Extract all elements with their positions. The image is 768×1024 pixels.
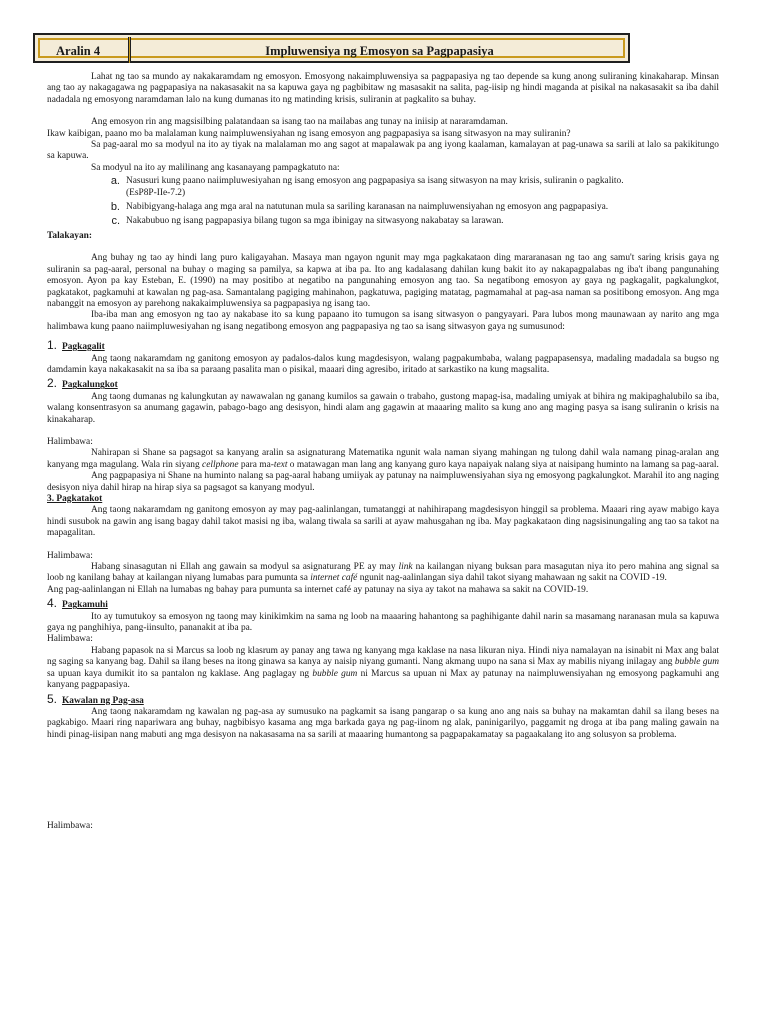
section-number: 4. [47,596,58,611]
objectives-intro: Sa modyul na ito ay malilinang ang kasanayang pampagkatuto na: [91,162,340,173]
example-italic: link [398,562,413,573]
objective-marker: c. [111,215,120,228]
intro-paragraph-2: Ang emosyon rin ang magsisilbing palatandaan sa isang tao na mailabas ang tunay na iniisip at nararamdaman. [91,117,508,128]
lesson-number: Aralin 4 [56,44,101,58]
section-title: Pagkalungkot [62,380,118,391]
example-text: para ma- [240,459,274,470]
example-text: Nahirapan si Shane sa pagsagot sa kanyang aralin sa asignaturang Matematika ngunit wala naman siyang mahingan ng tulong dahil wala namang pinag-aralan ang kanyang mga magulang. Wala rin siyang [47,448,719,470]
example-text: sa upuan kaya dumikit ito sa pantalon ng kaklase. Ang paglagay ng [47,668,310,679]
talakayan-heading: Talakayan: [47,230,92,241]
section-3-text: Ang taong nakaramdam ng ganitong emosyon ay may pag-aalinlangan, tumatanggi at nahihirapang magdesisyon hinggil sa problema. Maaari ring ayaw mabigo kaya hindi susubok na gawin ang isang bagay dahil takot masisi ng iba, walang tiwala sa sarili at ayaw mahusgahan ng iba. May pagkakataon ding nagsisinungaling ang tao sa takot na mapagalitan. [47,505,719,539]
section-3-heading: 3. Pagkatakot [47,494,103,504]
section-number: 2. [47,376,58,391]
talakayan-paragraph-2: Iba-iba man ang emosyon ng tao ay nakabase ito sa kung papaano ito tumugon sa isang sitwasyon o pangyayari. Para lubos mong maunawaan ay narito ang mga halimbawa kung paano naiimpluwesiyahan ng isang negatibong emosyon ang pagpapasiya ng tao sa isang sitwasyon gaya ng sumusunod: [47,310,719,332]
example-label: Halimbawa: [47,634,93,645]
example-text: na kailangan niyang buksan para masagutan niya ito pero mahina ang signal sa loob ng kanilang bahay at kailangan niyang lumabas para pumunta sa [47,562,720,584]
objective-c-text: Nakabubuo ng isang pagpapasiya bilang tugon sa mga ibinigay na sitwasyong nakabatay sa larawan. [126,216,504,227]
intro-paragraph-1: Lahat ng tao sa mundo ay nakakaramdam ng emosyon. Emosyong nakaimpluwensiya sa pagpapasiya ng tao depende sa kung anong suliraning kinakaharap. Minsan ang tao ay nakagagawa ng pagpapasiya na nakasasakit na sa kapuwa gaya ng pagbibitaw ng masasakit na salita, pag-iisip ng hindi maganda at pisikal na nakasasakit sa iba dahil nadadala ng emosyong naramdaman lalo na kung dumanas ito ng matinding krisis, suliranin at pagkalito sa buhay. [47,72,719,105]
example-text: ni Marcus sa upuan ni Max ay patunay na naimpluwensiyahan ng emosyong pagkamuhi ang kanyang pagpapasiya. [47,668,720,691]
section-title: Pagkamuhi [62,600,108,611]
section-number: 5. [47,691,58,706]
example-text: Habang papasok na si Marcus sa loob ng klasrum ay panay ang tawa ng kanyang mga kaklase na nasa likuran niya. Hindi niya namalayan na isinabit ni Max ang balat ng saging sa kanyang bag. Dahil sa ilang beses na itong ginawa sa kanya ay naisip niyang gumanti. Nang akmang uupo na sana si Max ay mabilis niyang inilagay ang [47,645,719,668]
section-number: 1. [47,338,58,353]
example-label: Halimbawa: [47,436,93,447]
lesson-title: Impluwensiya ng Emosyon sa Pagpapasiya [265,44,494,58]
objective-item [47,216,719,227]
objective-marker: b. [110,201,120,214]
example-4-paragraph [47,646,719,692]
intro-paragraph-3: Sa pag-aaral mo sa modyul na ito ay tiyak na malalaman mo ang sagot at mapalawak pa ang iyong kaalaman, kamalayan at pag-unawa sa sarili at lalo sa pakikitungo sa kapuwa. [47,140,719,162]
example-text: o matawagan man lang ang kanyang guro kaya napaiyak nalang siya at naisipang huminto na lamang sa pag-aaral. [289,459,719,470]
objective-item [47,176,719,199]
section-5-text: Ang taong nakaramdam ng kawalan ng pag-asa ay sumusuko na pagkamit sa isang pangarap o sa kung ano ang nais sa buhay na makamtan dahil sa ilang beses na pagkabigo. Maari ring napariwara ang buhay, nagbibisyo kasama ang mga barkada gaya ng pag-iinom ng alak, paninigarilyo, paggamit ng droga at iba pang maling gawain na hindi pinag-iisipan nang mabuti ang mga desisyon na nakasasama na sa sarili at maaaring humantong sa pagpapakamatay sa pagaakalang ito ang solusyon sa problema. [47,706,719,740]
example-label: Halimbawa: [47,821,93,832]
example-2-paragraph-2: Ang pagpapasiya ni Shane na huminto nalang sa pag-aaral habang umiiyak ay patunay na naimpluwensiyahan siya ng emosyong pagkalungkot. Marahil ito ang naging desisyon niya dahil hirap na hirap siya sa pagsagot sa kanyang modyul. [47,471,719,493]
example-label: Halimbawa: [47,550,93,561]
section-4-text: Ito ay tumutukoy sa emosyon ng taong may kinikimkim na sama ng loob na maaaring hahantong sa paghihigante dahil narin sa masamang naranasan mula sa kapuwa gaya ng panghihiya, pang-iinsulto, pananakit at iba pa. [47,611,719,634]
objective-b-text: Nabibigyang-halaga ang mga aral na natutunan mula sa sariling karanasan na naimpluwensiyahan ng emosyon ang pagpapasiya. [126,202,609,213]
objective-text [126,176,719,199]
document-body [47,72,719,833]
example-text: ngunit nag-aalinlangan siya dahil takot siyang mahawaan ng sakit na COVID -19. [359,573,667,584]
lesson-header-frame [38,38,625,58]
section-1-heading [47,340,719,353]
section-2-text: Ang taong dumanas ng kalungkutan ay nawawalan ng ganang kumilos sa gawain o trabaho, gustong mapag-isa, madaling umiyak at bihira ng makipaghalubilo sa iba, walang konsentrasyon sa anumang gagawin, pabago-bago ang desisyon, hindi alam ang gagawin at maaaring malito sa kung ano ang maging pasya sa isang suliranin o krisis na kinakaharap. [47,391,719,425]
objective-item [47,202,719,213]
example-italic: internet café [310,573,358,584]
header-divider [128,37,131,63]
objective-a-text: Nasusuri kung paano naiimpluwesiyahan ng isang emosyon ang pagpapasiya sa isang sitwasyon na may krisis, suliranin o pagkalito. [126,176,624,187]
intro-question: Ikaw kaibigan, paano mo ba malalaman kung naimpluwensiyahan ng isang emosyon ang pagpapasiya sa isang sitwasyon na may suliranin? [47,128,571,139]
section-1-text: Ang taong nakaramdam ng ganitong emosyon ay padalos-dalos kung magdesisyon, walang pagpakumbaba, walang pagpapasensya, madaling madadala sa bugso ng damdamin kaya nakakasakit na sa iba sa paraang pasalita man o pisikal, maaari ding agresibo, iritado at sarkastiko na kung magsalita. [47,353,719,375]
example-text: Habang sinasagutan ni Ellah ang gawain sa modyul sa asignaturang PE ay may [91,562,396,573]
section-title: Kawalan ng Pag-asa [62,695,144,706]
lesson-header [33,33,630,63]
section-5-heading [47,691,719,707]
objective-marker: a. [110,175,120,188]
example-italic: text [273,459,288,470]
section-2-heading [47,378,719,391]
example-3-paragraph-1 [47,562,719,585]
example-italic: bubble gum [312,668,358,679]
talakayan-paragraph-1: Ang buhay ng tao ay hindi lang puro kaligayahan. Masaya man ngayon ngunit may mga pagkakataon ding mararanasan ng tao ang samu't saring krisis gaya ng suliranin sa pag-aaral, personal na buhay o maging sa pamilya, sa kapwa at iba pa. Ito ang kadalasang dahilan kung bakit ito ay nakapagpalabas ng iba't ibang pangunahing emosyon. Ayon pa kay Esteban, E. (1990) na may positibo at negatibo na pangunahing emosyon ang tao. Sa negatibong emosyon ay gaya ng pagkagalit, pagkalungkot, pagkatakot, pagkamuhi at kawalan ng pag-asa. Samantalang pagiging mahinahon, pagkatuwa, pagiging matatag, pagmamahal at pag-asa naman sa positibong emosyon. Ang mga nabanggit na emosyon ay parehong nakakaimpluwensiya sa pagpapasiya ng isang tao. [47,253,719,309]
example-2-paragraph-1 [47,448,719,471]
example-italic: bubble gum [674,657,719,668]
section-title: Pagkagalit [62,342,105,353]
competency-code: (EsP8P-IIe-7.2) [126,187,186,198]
example-3-paragraph-2: Ang pag-aalinlangan ni Ellah na lumabas ng bahay para pumunta sa internet café ay patunay na siya ay takot na mahawa sa sakit na COVID-19. [47,584,589,595]
example-italic: cellphone [202,459,239,470]
section-4-heading [47,598,719,611]
